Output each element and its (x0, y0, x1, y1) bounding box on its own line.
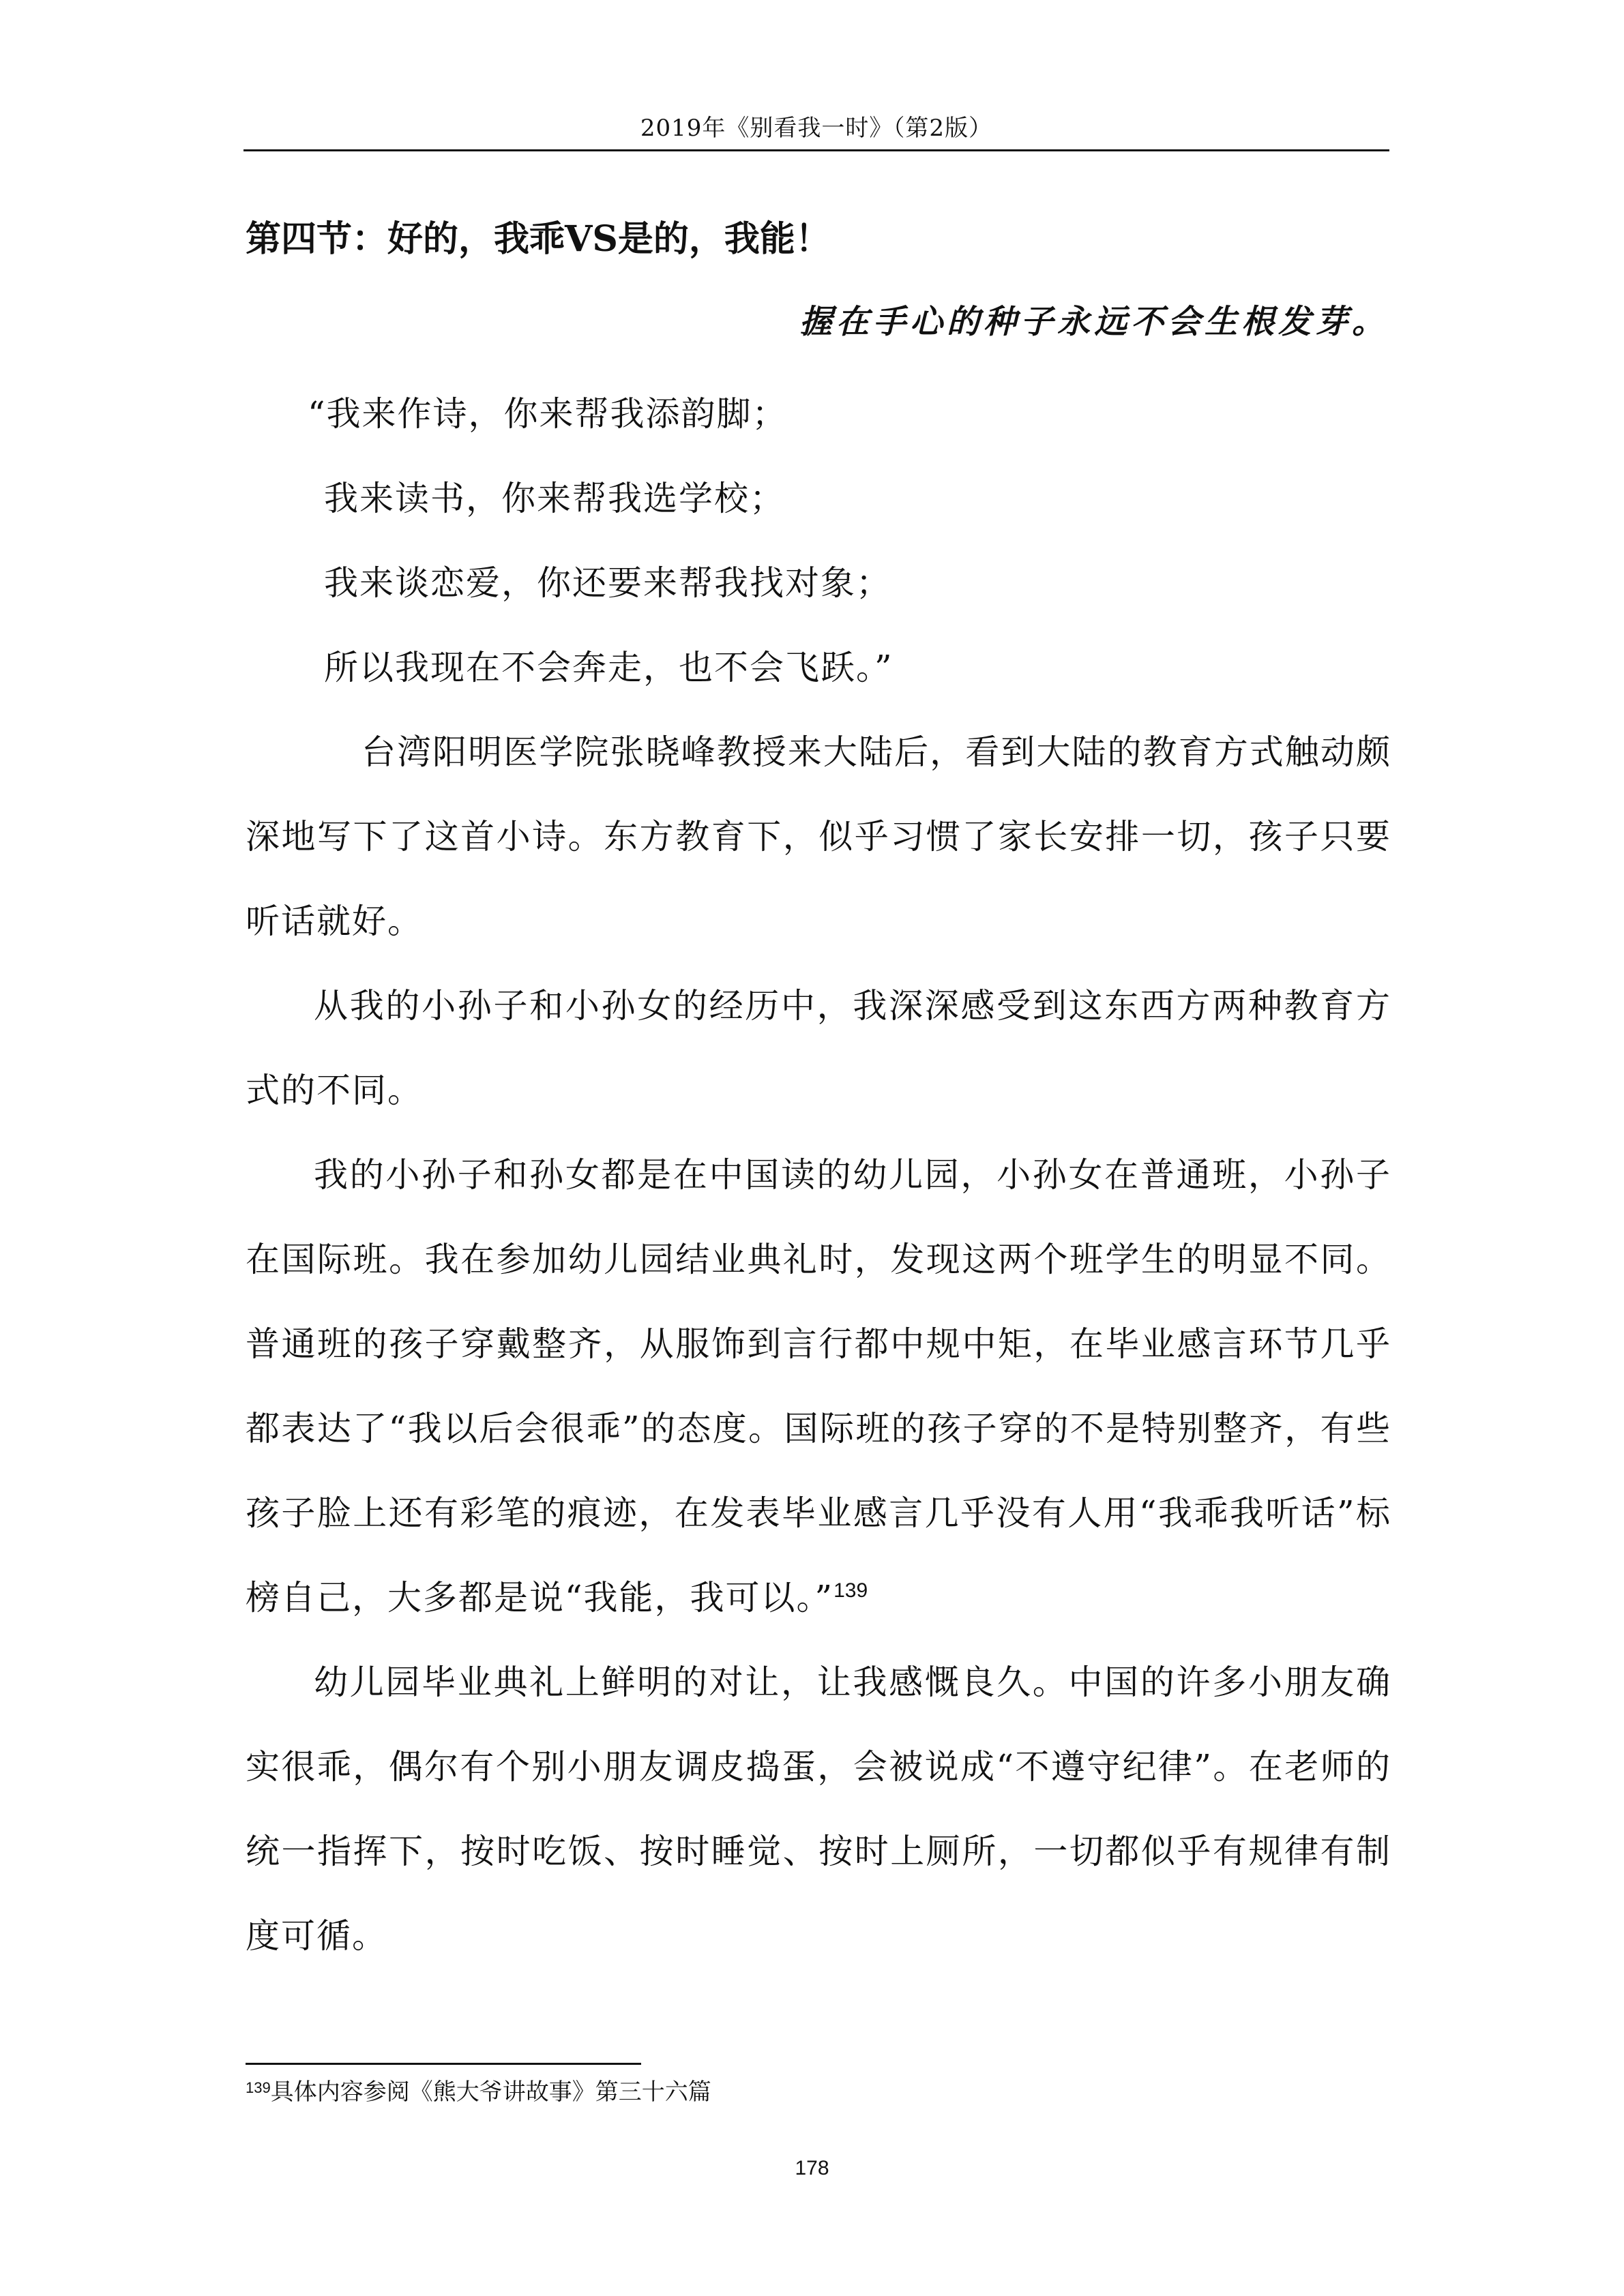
page-number: 178 (795, 2157, 829, 2179)
epigraph: 握在手心的种子永远不会生根发芽。 (799, 303, 1389, 341)
footnote (246, 2077, 711, 2107)
section-title: 第四节：好的，我乖VS是的，我能！ (246, 218, 831, 260)
paragraph: 从我的小孙子和小孙女的经历中，我深深感受到这东西方两种教育方式的不同。 (246, 986, 1391, 1110)
footnote-number: 139 (246, 2079, 271, 2096)
footnote-divider (246, 2063, 641, 2065)
header-divider (243, 149, 1389, 151)
footnote-text: 具体内容参阅《熊大爷讲故事》第三十六篇 (270, 2078, 711, 2106)
footnote-reference[interactable]: 139 (833, 1579, 868, 1602)
poem-line: 我来读书，你来帮我选学校； (324, 479, 785, 518)
running-header: 2019年《别看我一时》（第2版） (640, 115, 993, 142)
poem-line: 所以我现在不会奔走，也不会飞跃。” (324, 648, 894, 687)
poem-line: “我来作诗，你来帮我添韵脚； (308, 394, 788, 434)
paragraph: 幼儿园毕业典礼上鲜明的对让，让我感慨良久。中国的许多小朋友确实很乖，偶尔有个别小朋友调皮捣蛋，会被说成“不遵守纪律”。在老师的统一指挥下，按时吃饭、按时睡觉、按时上厕所，一切都似乎有规律有制度可循。 (246, 1663, 1391, 1956)
poem (308, 372, 1388, 710)
paragraph: 台湾阳明医学院张晓峰教授来大陆后，看到大陆的教育方式触动颇深地写下了这首小诗。东方教育下，似乎习惯了家长安排一切，孩子只要听话就好。 (246, 732, 1391, 941)
poem-line: 我来谈恋爱，你还要来帮我找对象； (324, 563, 891, 603)
body-text (246, 710, 1391, 1978)
paragraph: 我的小孙子和孙女都是在中国读的幼儿园，小孙女在普通班，小孙子在国际班。我在参加幼儿园结业典礼时，发现这两个班学生的明显不同。普通班的孩子穿戴整齐，从服饰到言行都中规中矩，在毕业感言环节几乎都表达了“我以后会很乖”的态度。国际班的孩子穿的不是特别整齐，有些孩子脸上还有彩笔的痕迹，在发表毕业感言几乎没有人用“我乖我听话”标榜自己，大多都是说“我能，我可以。”$^{139}$ (246, 1155, 1391, 1617)
